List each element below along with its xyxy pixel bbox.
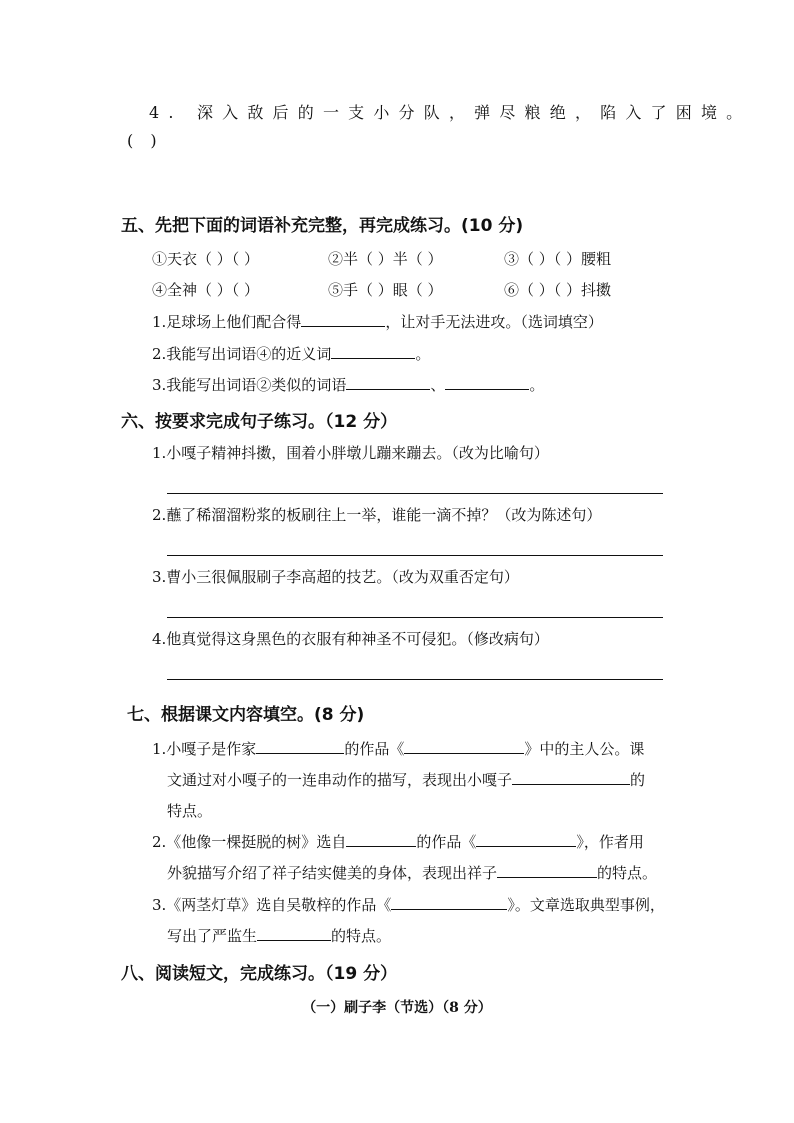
section-7-item-1-line-2: 文通过对小嘎子的一连串动作的描写，表现出小嘎子 的: [167, 771, 646, 789]
fill-blank[interactable]: [256, 739, 344, 754]
answer-line-4[interactable]: [167, 679, 663, 680]
fill-blank[interactable]: [445, 375, 529, 390]
answer-line-2[interactable]: [167, 555, 663, 556]
idiom-6: ⑥（ ）（ ）抖擞: [504, 281, 612, 299]
section-5-item-3: 3.我能写出词语②类似的词语 、 。: [152, 376, 545, 394]
section-6-item-3: 3.曹小三很佩服刷子李高超的技艺。（改为双重否定句）: [152, 568, 519, 586]
section-6-item-2: 2.蘸了稀溜溜粉浆的板刷往上一举，谁能一滴不掉？（改为陈述句）: [152, 506, 602, 524]
fill-blank[interactable]: [301, 312, 385, 327]
fill-blank[interactable]: [346, 375, 430, 390]
answer-line-3[interactable]: [167, 617, 663, 618]
idiom-1-2: ①天衣（ ）（ ）: [152, 250, 260, 268]
section-5-item-2: 2.我能写出词语④的近义词 。: [152, 345, 431, 363]
section-7-item-1-line-3: 特点。: [167, 802, 213, 820]
fill-blank[interactable]: [404, 739, 524, 754]
fill-blank[interactable]: [497, 863, 597, 878]
idiom-2: ②半（ ）半（ ）: [328, 250, 443, 268]
fill-blank[interactable]: [331, 344, 415, 359]
section-7-item-1-line-1: 1.小嘎子是作家 的作品《 》中的主人公。课: [152, 740, 645, 758]
idiom-4: ④全神（ ）（ ）: [152, 281, 260, 299]
section-5-item-1: 1.足球场上他们配合得 ，让对手无法进攻。（选词填空）: [152, 313, 603, 331]
passage-subtitle: （一）刷子李（节选）（8 分）: [302, 1000, 492, 1016]
fill-blank[interactable]: [391, 895, 507, 910]
section-7-title: 七、根据课文内容填空。(8 分): [127, 705, 365, 725]
idiom-3: ③（ ）（ ）腰粗: [504, 250, 612, 268]
question-4-answer-parens: ( ): [127, 131, 163, 150]
section-8-title: 八、阅读短文，完成练习。（19 分）: [121, 964, 398, 984]
section-7-item-3-line-1: 3.《两茎灯草》选自吴敬梓的作品《 》。文章选取典型事例，: [152, 896, 665, 914]
fill-blank[interactable]: [476, 832, 576, 847]
section-6-title: 六、按要求完成句子练习。（12 分）: [121, 412, 398, 432]
section-5-title: 五、先把下面的词语补充完整，再完成练习。(10 分): [121, 216, 524, 236]
section-7-item-3-line-2: 写出了严监生 的特点。: [167, 927, 392, 945]
section-7-item-2-line-1: 2.《他像一棵挺脱的树》选自 的作品《 》，作者用: [152, 833, 644, 851]
fill-blank[interactable]: [512, 770, 630, 785]
idiom-5: ⑤手（ ）眼（ ）: [328, 281, 443, 299]
section-6-item-1: 1.小嘎子精神抖擞，围着小胖墩儿蹦来蹦去。（改为比喻句）: [152, 444, 549, 462]
section-7-item-2-line-2: 外貌描写介绍了祥子结实健美的身体，表现出祥子 的特点。: [167, 864, 658, 882]
fill-blank[interactable]: [346, 832, 416, 847]
question-4-text: 4. 深入敌后的一支小分队，弹尽粮绝，陷入了困境。: [149, 103, 752, 122]
fill-blank[interactable]: [257, 926, 331, 941]
section-6-item-4: 4.他真觉得这身黑色的衣服有种神圣不可侵犯。（修改病句）: [152, 630, 549, 648]
answer-line-1[interactable]: [167, 493, 663, 494]
